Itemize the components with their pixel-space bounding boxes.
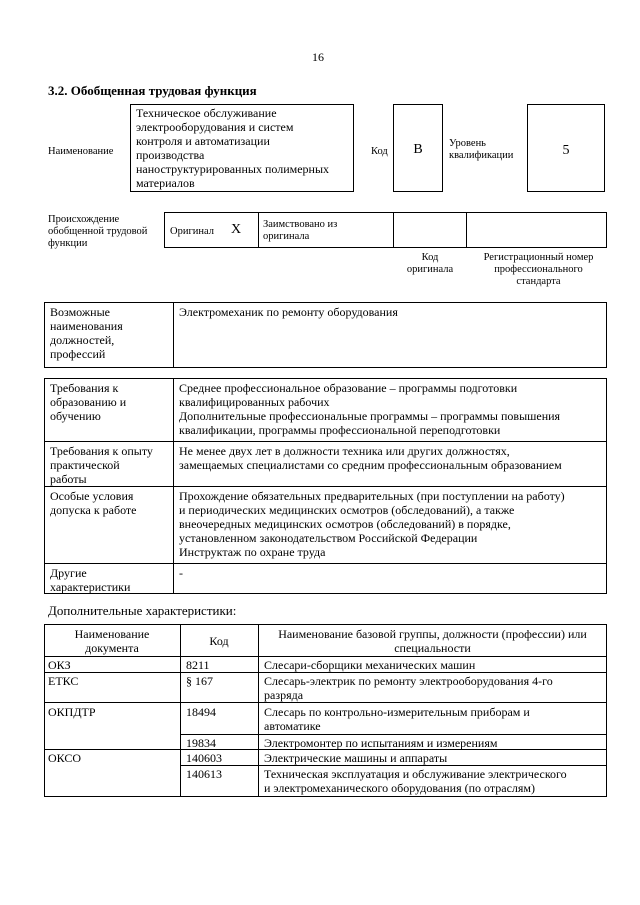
other-characteristics-label: Другие характеристики bbox=[50, 566, 131, 594]
original-label: Оригинал bbox=[170, 226, 214, 237]
borrowed-label: Заимствовано из оригинала bbox=[263, 219, 338, 242]
experience-value: Не менее двух лет в должности техника или других должностях, замещаемых специалистами со средним профессиональным образованием bbox=[179, 444, 562, 472]
name-label: Наименование bbox=[48, 146, 114, 157]
section-title: 3.2. Обобщенная трудовая функция bbox=[48, 83, 257, 98]
special-conditions-value: Прохождение обязательных предварительных (при поступлении на работу) и периодических медицинских осмотров (обследований), а также внеочередных медицинских осмотров (обследований) в порядке, установленном законодательством Российской Федерации Инструктаж по охране труда bbox=[179, 489, 565, 559]
table-cell-doc: ОКСО bbox=[48, 751, 82, 765]
education-label: Требования к образованию и обучению bbox=[50, 381, 127, 423]
code-label: Код bbox=[371, 146, 388, 157]
table-header-name: Наименование базовой группы, должности (профессии) или специальности bbox=[278, 627, 587, 655]
table-cell-name: Электрические машины и аппараты bbox=[264, 751, 448, 765]
table-cell-name: Электромонтер по испытаниям и измерениям bbox=[264, 736, 498, 750]
page-number: 16 bbox=[312, 50, 324, 64]
table-cell-name: Техническая эксплуатация и обслуживание электрического и электромеханического оборудования (по отраслям) bbox=[264, 767, 567, 795]
table-cell-code: § 167 bbox=[186, 674, 213, 688]
origin-label: Происхождение обобщенной трудовой функции bbox=[48, 214, 148, 249]
table-cell-doc: ОКЗ bbox=[48, 658, 71, 672]
special-conditions-label: Особые условия допуска к работе bbox=[50, 489, 137, 517]
reg-number-caption: Регистрационный номер профессионального стандарта bbox=[483, 252, 594, 287]
table-header-document: Наименование документа bbox=[74, 627, 150, 655]
table-cell-code: 8211 bbox=[186, 658, 210, 672]
table-cell-code: 140613 bbox=[186, 767, 222, 781]
table-header-code: Код bbox=[209, 634, 229, 648]
level-label: Уровень квалификации bbox=[449, 138, 514, 161]
level-value: 5 bbox=[562, 143, 570, 158]
original-mark: X bbox=[231, 222, 242, 237]
experience-label: Требования к опыту практической работы bbox=[50, 444, 153, 486]
table-cell-doc: ЕТКС bbox=[48, 674, 79, 688]
positions-value: Электромеханик по ремонту оборудования bbox=[179, 305, 398, 319]
name-value: Техническое обслуживание электрооборудования и систем контроля и автоматизации производства наноструктурированных полимерных материалов bbox=[136, 106, 330, 190]
table-cell-name: Слесарь-электрик по ремонту электрооборудования 4-го разряда bbox=[264, 674, 553, 702]
table-cell-code: 140603 bbox=[186, 751, 222, 765]
positions-label: Возможные наименования должностей, профессий bbox=[50, 305, 123, 361]
table-cell-doc: ОКПДТР bbox=[48, 705, 96, 719]
education-value: Среднее профессиональное образование – программы подготовки квалифицированных рабочих Дополнительные профессиональные программы – программы повышения квалификации, программы профессиональной переподготовки bbox=[179, 381, 561, 437]
table-cell-name: Слесарь по контрольно-измерительным приборам и автоматике bbox=[264, 705, 530, 733]
code-value: B bbox=[413, 142, 423, 157]
table-cell-code: 18494 bbox=[186, 705, 216, 719]
code-original-caption: Код оригинала bbox=[406, 252, 454, 275]
table-cell-code: 19834 bbox=[186, 736, 216, 750]
additional-title: Дополнительные характеристики: bbox=[48, 603, 237, 618]
other-characteristics-value: - bbox=[179, 566, 183, 580]
table-cell-name: Слесари-сборщики механических машин bbox=[264, 658, 476, 672]
